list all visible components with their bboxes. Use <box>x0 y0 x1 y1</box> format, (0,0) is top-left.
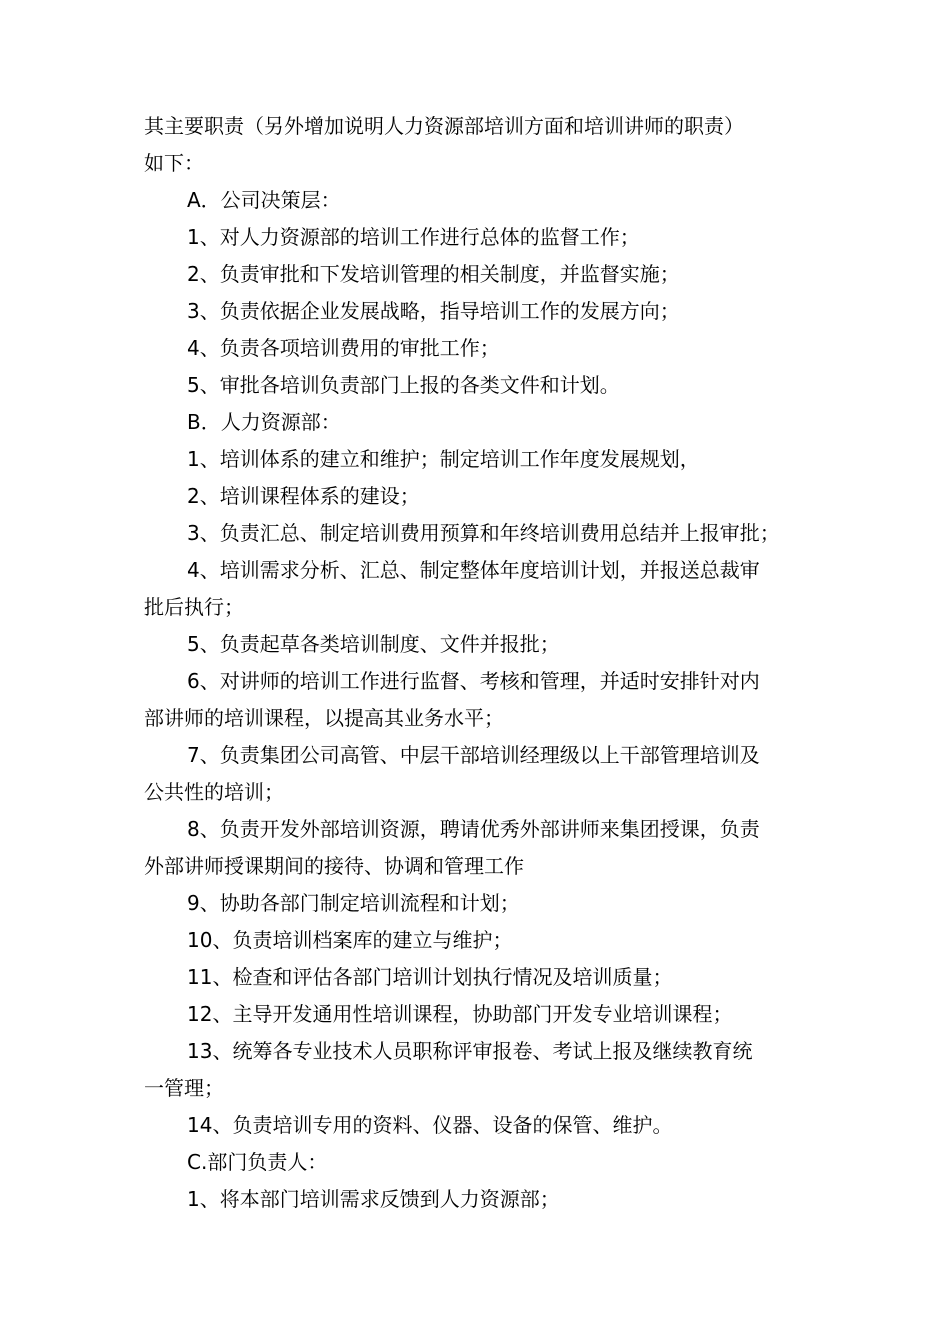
list-item: 8、负责开发外部培训资源，聘请优秀外部讲师来集团授课，负责 <box>187 817 760 841</box>
section-heading-a: A．公司决策层： <box>187 188 341 212</box>
list-item: 9、协助各部门制定培训流程和计划； <box>187 891 520 915</box>
list-item: 5、审批各培训负责部门上报的各类文件和计划。 <box>187 373 620 397</box>
list-item: 1、将本部门培训需求反馈到人力资源部； <box>187 1187 560 1211</box>
list-item: 12、主导开发通用性培训课程，协助部门开发专业培训课程； <box>187 1002 733 1026</box>
list-item: 6、对讲师的培训工作进行监督、考核和管理，并适时安排针对内 <box>187 669 760 693</box>
list-item: 4、负责各项培训费用的审批工作； <box>187 336 500 360</box>
list-item: 10、负责培训档案库的建立与维护； <box>187 928 513 952</box>
list-item: 13、统筹各专业技术人员职称评审报卷、考试上报及继续教育统 <box>187 1039 753 1063</box>
list-item-continuation: 一管理； <box>144 1076 224 1100</box>
text-line-2: 如下： <box>144 151 204 175</box>
list-item: 7、负责集团公司高管、中层干部培训经理级以上干部管理培训及 <box>187 743 760 767</box>
list-item-continuation: 公共性的培训； <box>144 780 284 804</box>
list-item: 2、培训课程体系的建设； <box>187 484 420 508</box>
list-item: 1、培训体系的建立和维护；制定培训工作年度发展规划， <box>187 447 700 471</box>
section-heading-b: B．人力资源部： <box>187 410 341 434</box>
document-page <box>144 108 834 1218</box>
list-item-continuation: 外部讲师授课期间的接待、协调和管理工作 <box>144 854 524 878</box>
text-line-1: 其主要职责（另外增加说明人力资源部培训方面和培训讲师的职责） <box>144 114 744 138</box>
list-item: 11、检查和评估各部门培训计划执行情况及培训质量； <box>187 965 673 989</box>
list-item-continuation: 部讲师的培训课程，以提高其业务水平； <box>144 706 504 730</box>
section-heading-c: C.部门负责人： <box>187 1150 328 1174</box>
list-item: 3、负责汇总、制定培训费用预算和年终培训费用总结并上报审批； <box>187 521 780 545</box>
list-item: 1、对人力资源部的培训工作进行总体的监督工作； <box>187 225 640 249</box>
list-item: 2、负责审批和下发培训管理的相关制度，并监督实施； <box>187 262 680 286</box>
list-item-continuation: 批后执行； <box>144 595 244 619</box>
list-item: 5、负责起草各类培训制度、文件并报批； <box>187 632 560 656</box>
list-item: 3、负责依据企业发展战略，指导培训工作的发展方向； <box>187 299 680 323</box>
list-item: 4、培训需求分析、汇总、制定整体年度培训计划，并报送总裁审 <box>187 558 760 582</box>
list-item: 14、负责培训专用的资料、仪器、设备的保管、维护。 <box>187 1113 673 1137</box>
